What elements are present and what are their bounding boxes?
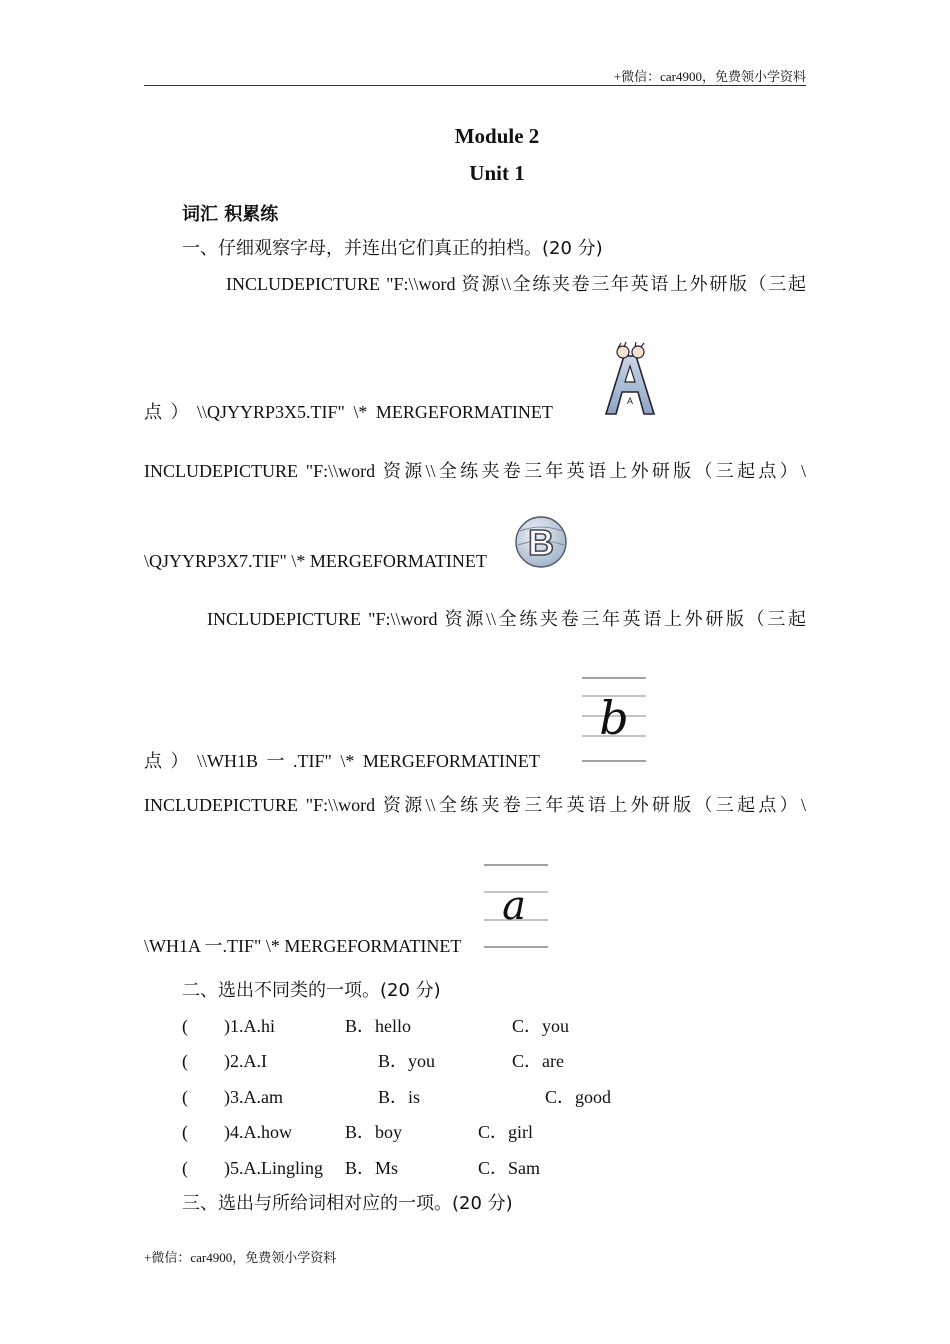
option-b: B．Ms [345,1158,399,1178]
option-c: C．good [545,1087,612,1107]
handwriting-a-image [484,862,548,950]
option-c: C．girl [478,1122,534,1142]
ball-letter: B [528,522,554,563]
question-number: ( )5.A.Lingling [182,1158,323,1178]
option-c: C．are [512,1051,564,1071]
handwritten-letter: b [599,691,629,745]
question-number: ( )3.A.am [182,1087,283,1107]
include-line: INCLUDEPICTURE "F:\\word 资源\\全练夹卷三年英语上外研版（三起 [207,609,806,629]
handwriting-b-image [582,676,646,764]
letter-a-figure-image [600,342,660,416]
option-b: B．is [378,1087,421,1107]
include-line: 点 ） \\WH1B 一 .TIF" \* MERGEFORMATINET [144,751,540,771]
option-c: C．Sam [478,1158,541,1178]
include-line: INCLUDEPICTURE "F:\\word 资源\\全练夹卷三年英语上外研版（三起 [226,274,806,294]
handwritten-letter: a [502,883,526,929]
module-title: Module 2 [454,124,540,148]
question-number: ( )2.A.I [182,1051,267,1071]
include-line: INCLUDEPICTURE "F:\\word 资源\\全练夹卷三年英语上外研版（三起点）\ [144,461,806,481]
page-footer: +微信：car4900，免费领小学资料 [144,1250,337,1265]
part1-heading: 一、仔细观察字母，并连出它们真正的拍档。(20 分) [182,238,603,259]
include-line: \QJYYRP3X7.TIF" \* MERGEFORMATINET [144,551,487,571]
question-number: ( )1.A.hi [182,1016,275,1036]
header-rule [144,85,806,86]
option-c: C．you [512,1016,570,1036]
option-b: B．boy [345,1122,403,1142]
option-b: B．you [378,1051,436,1071]
part3-heading: 三、选出与所给词相对应的一项。(20 分) [182,1193,513,1214]
figure-letter: A [626,396,634,406]
section-label: 词汇 积累练 [182,204,279,225]
page-header: +微信：car4900，免费领小学资料 [613,69,806,84]
option-b: B．hello [345,1016,411,1036]
include-line: INCLUDEPICTURE "F:\\word 资源\\全练夹卷三年英语上外研版（三起点）\ [144,795,806,815]
question-number: ( )4.A.how [182,1122,292,1142]
letter-b-ball-image [514,515,568,569]
include-line: 点 ） \\QJYYRP3X5.TIF" \* MERGEFORMATINET [144,402,553,422]
include-line: \WH1A 一.TIF" \* MERGEFORMATINET [144,936,462,956]
part2-heading: 二、选出不同类的一项。(20 分) [182,980,441,1001]
unit-title: Unit 1 [469,161,525,185]
